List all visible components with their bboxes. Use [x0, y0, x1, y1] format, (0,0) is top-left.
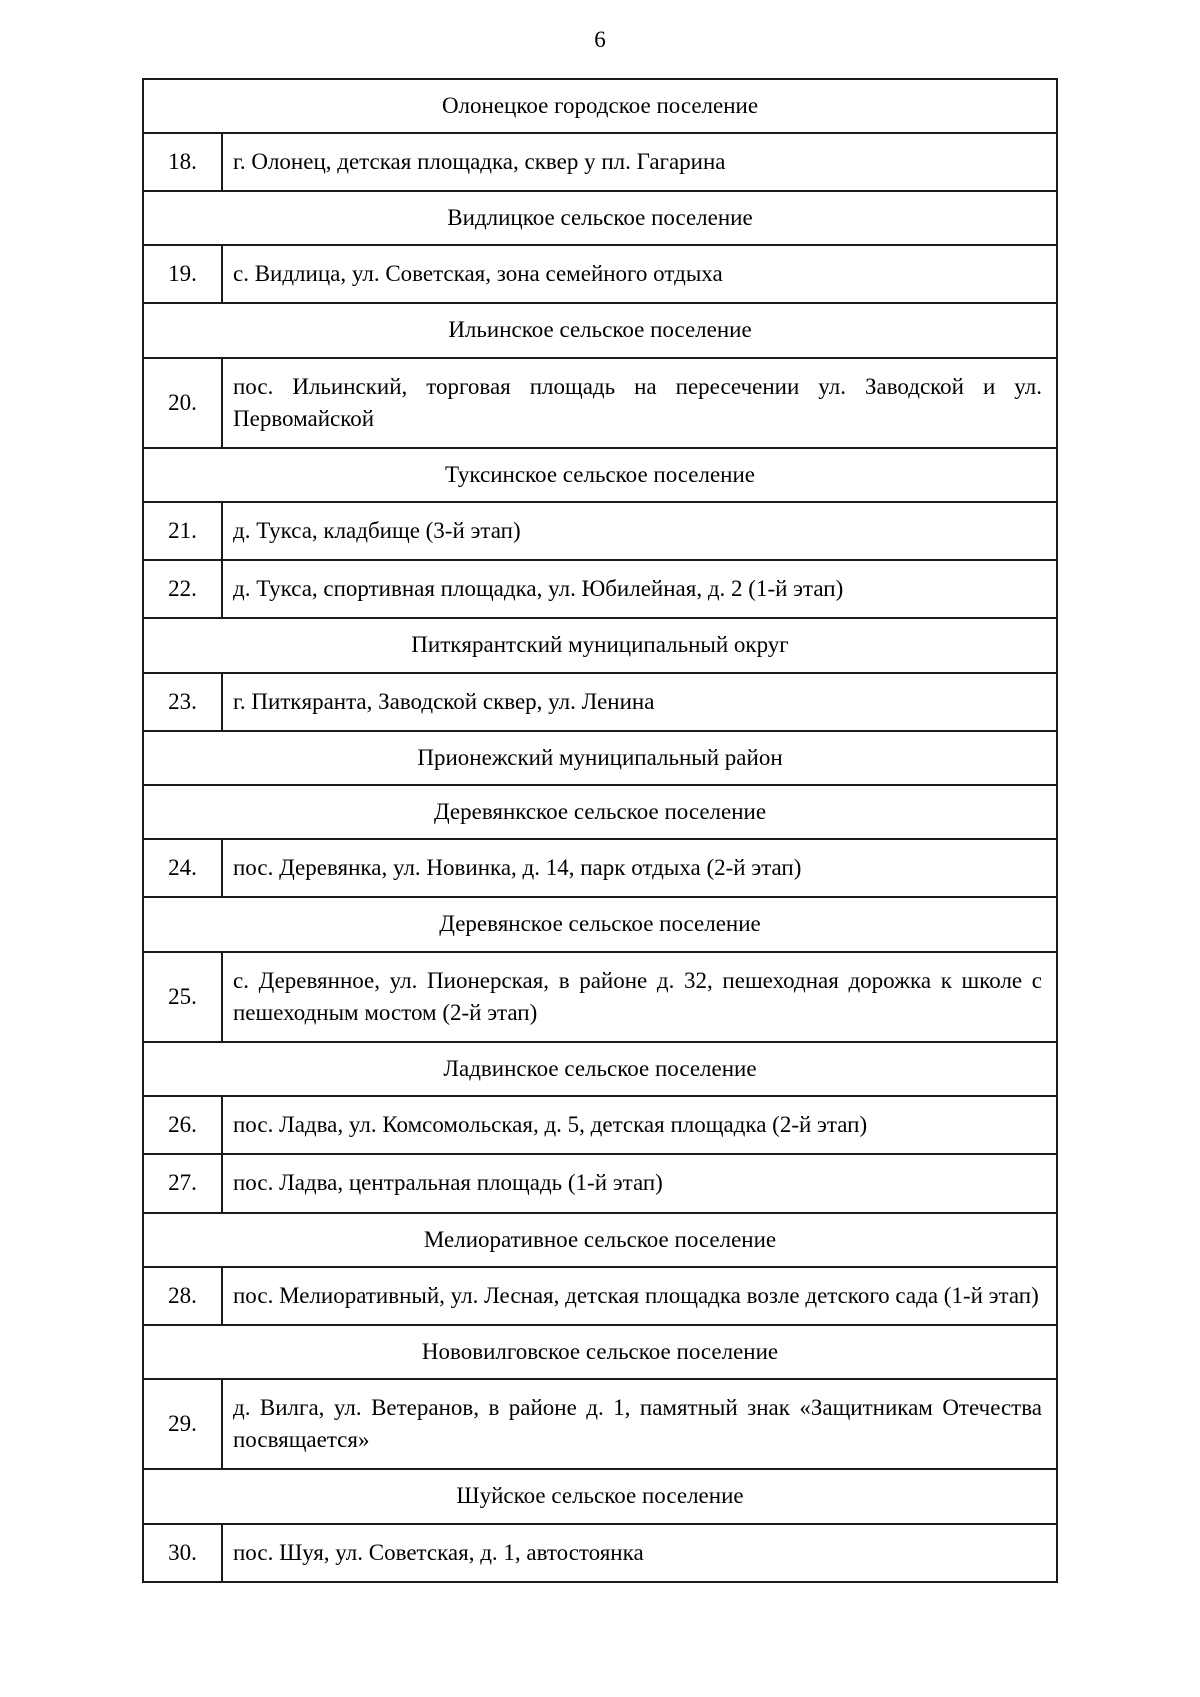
location-description: пос. Ладва, ул. Комсомольская, д. 5, детская площадка (2-й этап) [222, 1096, 1057, 1154]
section-header-text: Ильинское сельское поселение [143, 303, 1057, 357]
row-number: 29. [143, 1379, 222, 1469]
section-header-row [143, 1469, 1057, 1523]
location-description: пос. Ильинский, торговая площадь на пересечении ул. Заводской и ул. Первомайской [222, 358, 1057, 448]
section-header-text: Ладвинское сельское поселение [143, 1042, 1057, 1096]
page-number: 6 [594, 27, 606, 52]
location-description: пос. Мелиоративный, ул. Лесная, детская площадка возле детского сада (1-й этап) [222, 1267, 1057, 1325]
section-header-text: Питкярантский муниципальный округ [143, 618, 1057, 672]
section-header-row [143, 303, 1057, 357]
location-row [143, 1267, 1057, 1325]
location-row [143, 839, 1057, 897]
section-header-row [143, 448, 1057, 502]
section-header-row [143, 1042, 1057, 1096]
row-number: 30. [143, 1524, 222, 1582]
location-description: д. Тукса, кладбище (3-й этап) [222, 502, 1057, 560]
location-row [143, 673, 1057, 731]
row-number: 25. [143, 952, 222, 1042]
location-description: пос. Деревянка, ул. Новинка, д. 14, парк отдыха (2-й этап) [222, 839, 1057, 897]
row-number: 19. [143, 245, 222, 303]
row-number: 28. [143, 1267, 222, 1325]
location-row [143, 502, 1057, 560]
row-number: 24. [143, 839, 222, 897]
location-row [143, 1379, 1057, 1469]
section-header-row [143, 618, 1057, 672]
section-header-text: Видлицкое сельское поселение [143, 191, 1057, 245]
location-description: пос. Ладва, центральная площадь (1-й этап) [222, 1154, 1057, 1212]
section-header-text: Деревянское сельское поселение [143, 897, 1057, 951]
location-description: д. Тукса, спортивная площадка, ул. Юбилейная, д. 2 (1-й этап) [222, 560, 1057, 618]
section-header-row [143, 785, 1057, 839]
location-description: д. Вилга, ул. Ветеранов, в районе д. 1, памятный знак «Защитникам Отечества посвящается» [222, 1379, 1057, 1469]
location-row [143, 358, 1057, 448]
section-header-text: Шуйское сельское поселение [143, 1469, 1057, 1523]
section-header-row [143, 79, 1057, 133]
section-header-row [143, 897, 1057, 951]
section-header-text: Прионежский муниципальный район [143, 731, 1057, 785]
section-header-row [143, 191, 1057, 245]
location-description: пос. Шуя, ул. Советская, д. 1, автостоянка [222, 1524, 1057, 1582]
row-number: 27. [143, 1154, 222, 1212]
location-row [143, 245, 1057, 303]
section-header-row [143, 731, 1057, 785]
location-row [143, 1154, 1057, 1212]
section-header-text: Деревянкское сельское поселение [143, 785, 1057, 839]
location-description: с. Деревянное, ул. Пионерская, в районе д. 32, пешеходная дорожка к школе с пешеходным мостом (2-й этап) [222, 952, 1057, 1042]
row-number: 26. [143, 1096, 222, 1154]
row-number: 18. [143, 133, 222, 191]
location-description: г. Питкяранта, Заводской сквер, ул. Ленина [222, 673, 1057, 731]
row-number: 23. [143, 673, 222, 731]
section-header-text: Олонецкое городское поселение [143, 79, 1057, 133]
section-header-text: Нововилговское сельское поселение [143, 1325, 1057, 1379]
location-description: г. Олонец, детская площадка, сквер у пл. Гагарина [222, 133, 1057, 191]
locations-table-body [143, 79, 1057, 1582]
location-row [143, 560, 1057, 618]
section-header-row [143, 1213, 1057, 1267]
row-number: 22. [143, 560, 222, 618]
section-header-text: Туксинское сельское поселение [143, 448, 1057, 502]
location-row [143, 952, 1057, 1042]
location-row [143, 1524, 1057, 1582]
location-description: с. Видлица, ул. Советская, зона семейного отдыха [222, 245, 1057, 303]
row-number: 21. [143, 502, 222, 560]
locations-table [142, 78, 1058, 1583]
section-header-row [143, 1325, 1057, 1379]
location-row [143, 133, 1057, 191]
section-header-text: Мелиоративное сельское поселение [143, 1213, 1057, 1267]
location-row [143, 1096, 1057, 1154]
row-number: 20. [143, 358, 222, 448]
